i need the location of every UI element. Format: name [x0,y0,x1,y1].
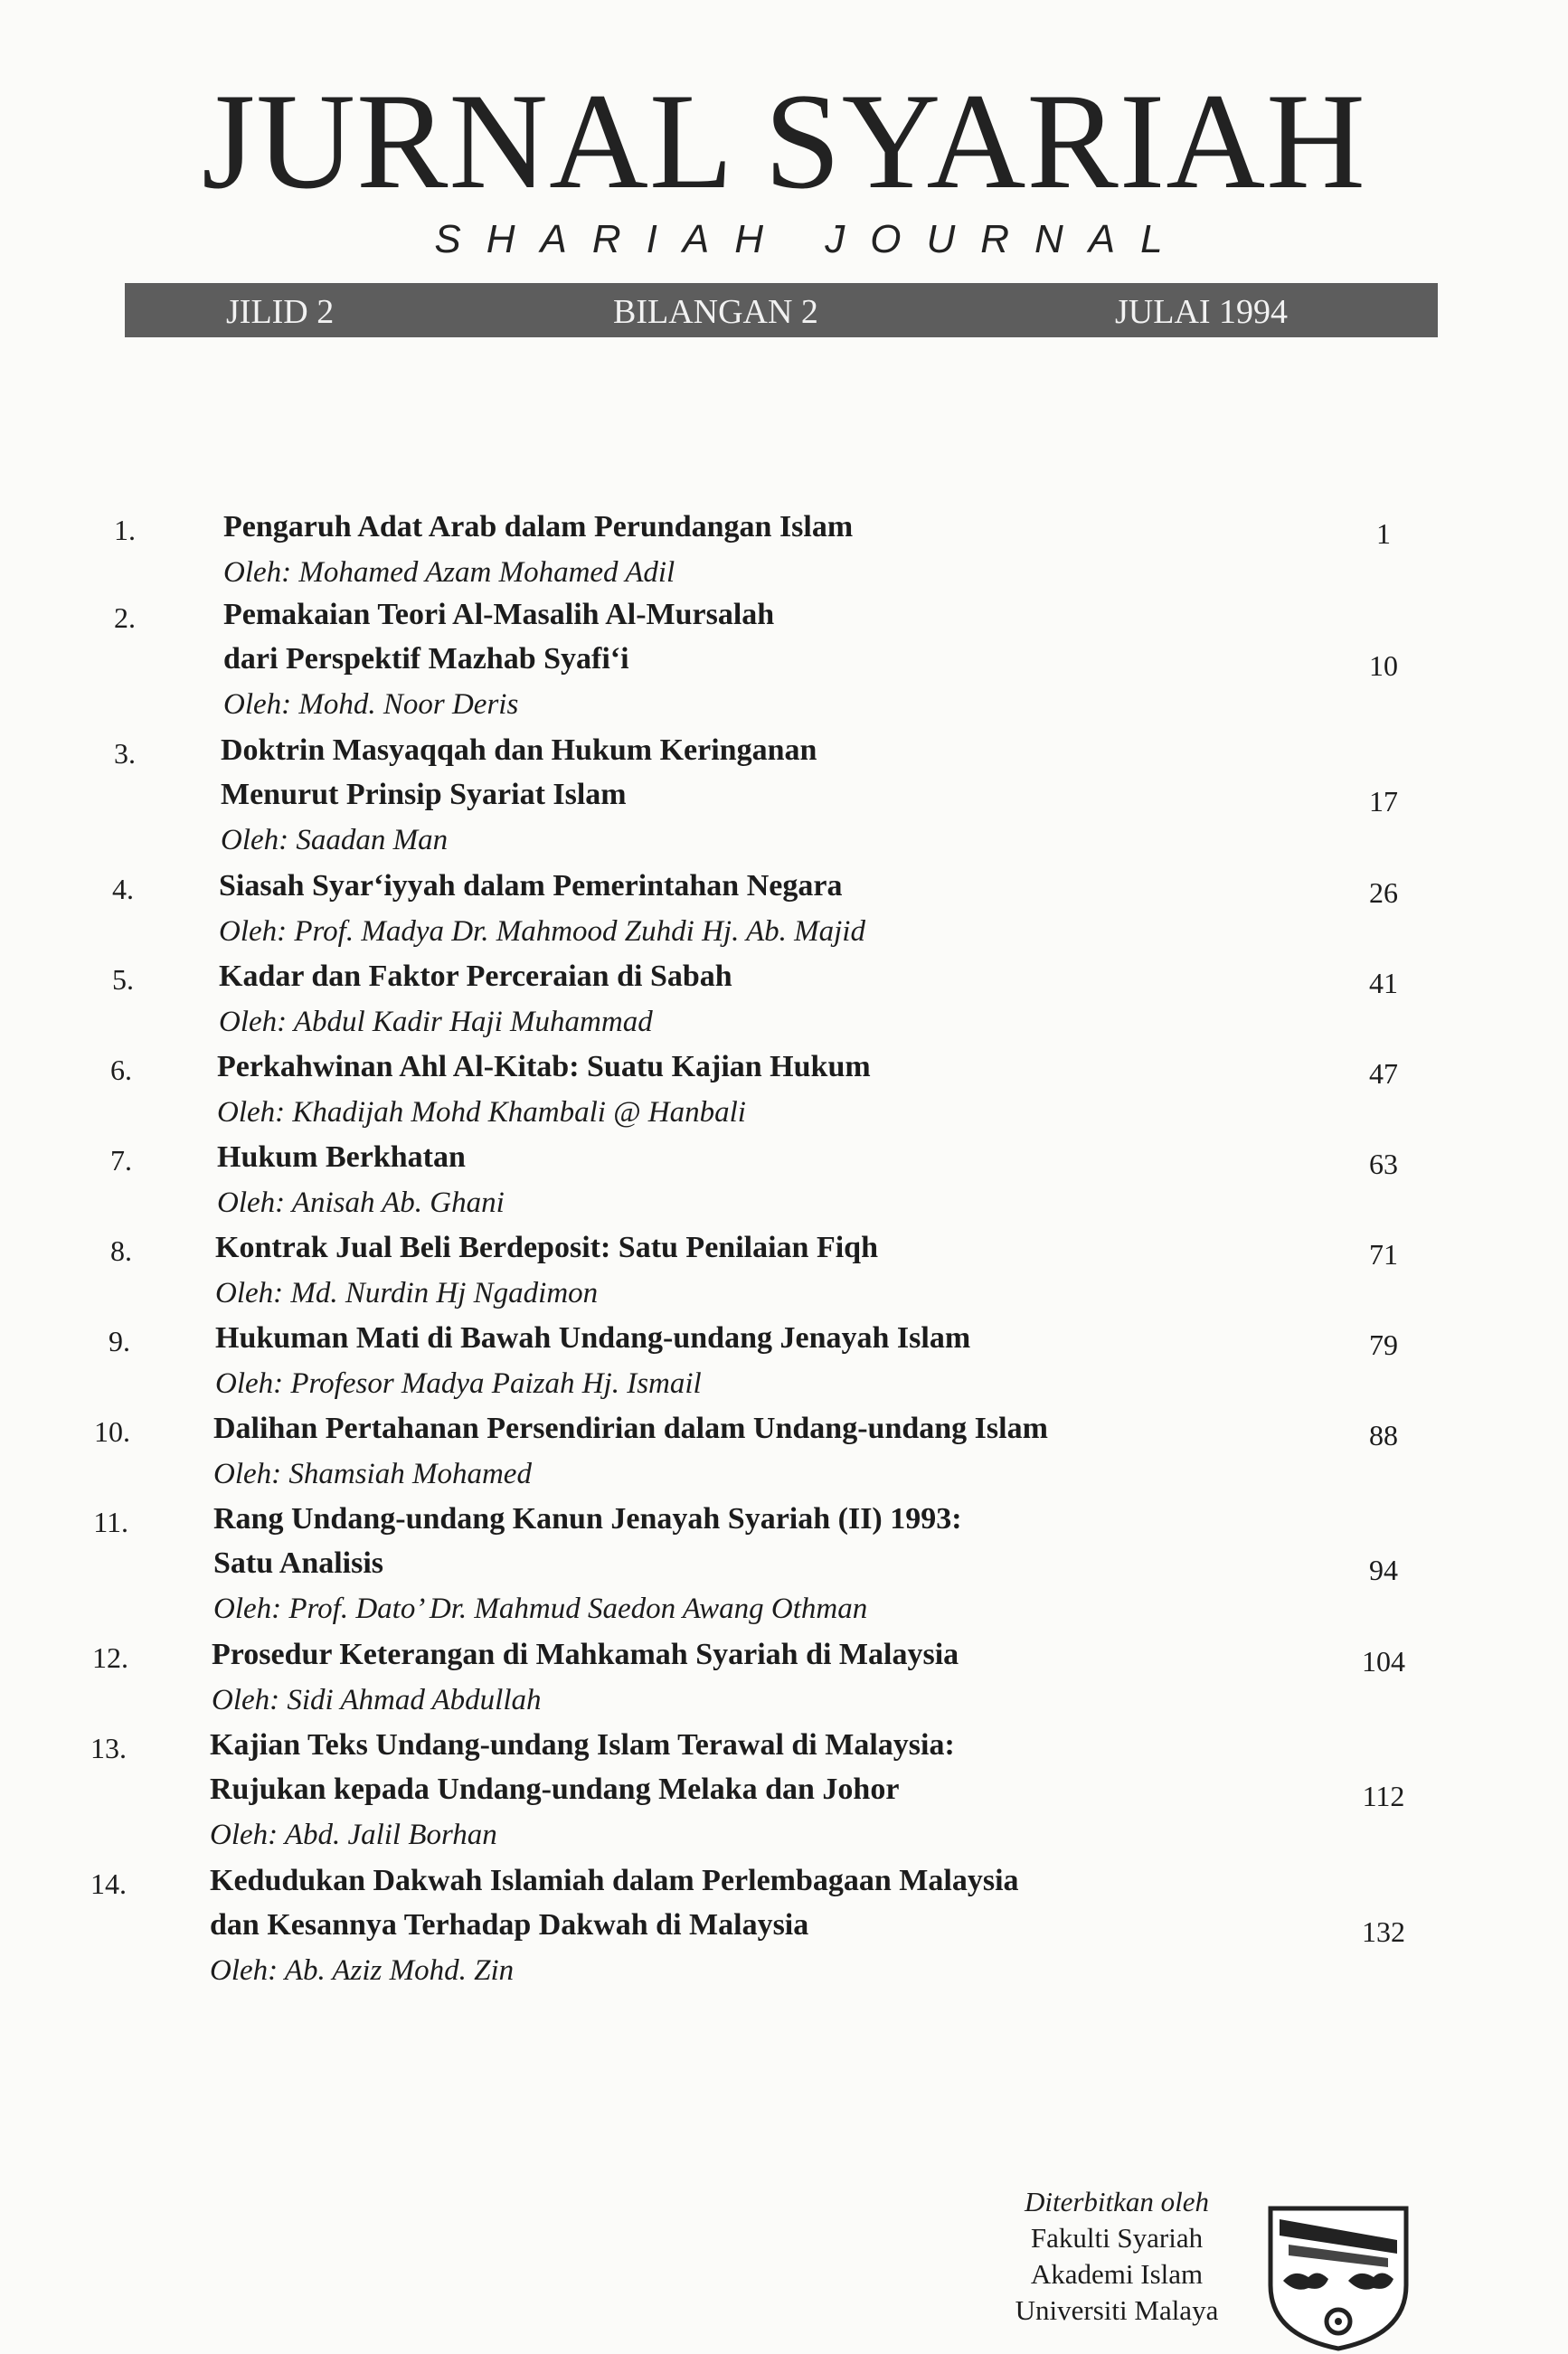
toc-entry-title: Dalihan Pertahanan Persendirian dalam Undang-undang Islam [213,1412,1048,1445]
toc-entry-number: 10. [94,1415,130,1448]
toc-entry-page: 94 [1369,1554,1398,1586]
toc-entry-author: Oleh: Khadijah Mohd Khambali @ Hanbali [217,1096,746,1129]
publisher-academy: Akademi Islam [1030,2258,1204,2290]
toc-entry-number: 9. [109,1325,130,1357]
toc-entry-author: Oleh: Anisah Ab. Ghani [217,1186,505,1219]
toc-entry-number: 12. [92,1641,128,1674]
toc-entry-number: 2. [114,601,136,634]
toc-entry-title: Hukum Berkhatan [217,1140,466,1174]
toc-entry-title: Kedudukan Dakwah Islamiah dalam Perlembagaan Malaysia [210,1864,1019,1897]
toc-entry-title: dan Kesannya Terhadap Dakwah di Malaysia [210,1908,809,1942]
toc-entry-page: 88 [1369,1419,1398,1451]
publisher-block [995,2184,1239,2329]
publisher-university: Universiti Malaya [1015,2294,1219,2326]
toc-entry-page: 79 [1369,1328,1398,1361]
toc-entry-page: 112 [1362,1780,1405,1812]
toc-entry-title: Pemakaian Teori Al-Masalih Al-Mursalah [223,598,775,631]
toc-entry-number: 7. [110,1144,132,1177]
journal-title: JURNAL SYARIAH [202,65,1366,217]
toc-entry-number: 13. [90,1732,127,1764]
university-crest-icon [1261,2199,1415,2353]
toc-entry-title: Pengaruh Adat Arab dalam Perundangan Islam [223,510,854,544]
toc-entry-author: Oleh: Sidi Ahmad Abdullah [212,1684,542,1716]
toc-entry-title: Perkahwinan Ahl Al-Kitab: Suatu Kajian Hukum [217,1050,871,1083]
issue-date-label: JULAI 1994 [1115,293,1289,331]
toc-entry-author: Oleh: Mohd. Noor Deris [223,688,519,721]
toc-entry-title: Doktrin Masyaqqah dan Hukum Keringanan [221,733,817,767]
toc-entry-title: Prosedur Keterangan di Mahkamah Syariah di Malaysia [212,1638,959,1671]
toc-entry-page: 132 [1362,1915,1405,1948]
toc-entry-author: Oleh: Ab. Aziz Mohd. Zin [210,1954,515,1987]
toc-entry-title: Rujukan kepada Undang-undang Melaka dan Johor [210,1773,900,1806]
toc-entry-number: 6. [110,1054,132,1086]
toc-entry-title: Kajian Teks Undang-undang Islam Terawal di Malaysia: [210,1728,955,1762]
toc-entry-page: 41 [1369,967,1398,999]
toc-entry-author: Oleh: Abd. Jalil Borhan [210,1819,497,1851]
toc-entry-title: Siasah Syar‘iyyah dalam Pemerintahan Negara [219,869,843,903]
toc-entry-page: 47 [1369,1057,1398,1090]
toc-entry-author: Oleh: Shamsiah Mohamed [213,1458,532,1490]
publisher-faculty: Fakulti Syariah [1030,2222,1204,2254]
toc-entry-page: 10 [1369,649,1398,682]
toc-entry-number: 11. [93,1506,128,1538]
toc-entry-author: Oleh: Md. Nurdin Hj Ngadimon [215,1277,599,1309]
journal-subtitle: SHARIAH JOURNAL [434,217,1188,261]
toc-entry-author: Oleh: Abdul Kadir Haji Muhammad [219,1006,653,1038]
toc-entry-number: 8. [110,1234,132,1267]
toc-entry-title: Kadar dan Faktor Perceraian di Sabah [219,960,732,993]
toc-entry-author: Oleh: Profesor Madya Paizah Hj. Ismail [215,1367,702,1400]
toc-entry-number: 1. [114,514,136,546]
toc-entry-page: 17 [1369,785,1398,818]
toc-entry-author: Oleh: Prof. Dato’ Dr. Mahmud Saedon Awang Othman [213,1593,868,1625]
toc-entry-number: 3. [114,737,136,770]
toc-entry-title: dari Perspektif Mazhab Syafi‘i [223,642,629,676]
issue-number-label: BILANGAN 2 [613,293,818,331]
toc-entry-author: Oleh: Prof. Madya Dr. Mahmood Zuhdi Hj. Ab. Majid [219,915,865,948]
toc-entry-title: Kontrak Jual Beli Berdeposit: Satu Penilaian Fiqh [215,1231,878,1264]
toc-entry-page: 63 [1369,1148,1398,1180]
toc-entry-page: 104 [1362,1645,1405,1678]
publisher-intro: Diterbitkan oleh [1024,2186,1210,2217]
toc-entry-page: 1 [1376,517,1391,550]
toc-entry-number: 4. [112,873,134,905]
toc-entry-number: 5. [112,963,134,996]
toc-entry-author: Oleh: Mohamed Azam Mohamed Adil [223,556,675,589]
toc-entry-number: 14. [90,1867,127,1900]
toc-entry-title: Menurut Prinsip Syariat Islam [221,778,627,811]
toc-entry-title: Rang Undang-undang Kanun Jenayah Syariah (II) 1993: [213,1502,962,1536]
toc-entry-title: Satu Analisis [213,1546,384,1580]
toc-entry-page: 71 [1369,1238,1398,1271]
toc-entry-page: 26 [1369,876,1398,909]
toc-entry-author: Oleh: Saadan Man [221,824,449,856]
toc-entry-title: Hukuman Mati di Bawah Undang-undang Jenayah Islam [215,1321,971,1355]
volume-label: JILID 2 [226,293,335,331]
